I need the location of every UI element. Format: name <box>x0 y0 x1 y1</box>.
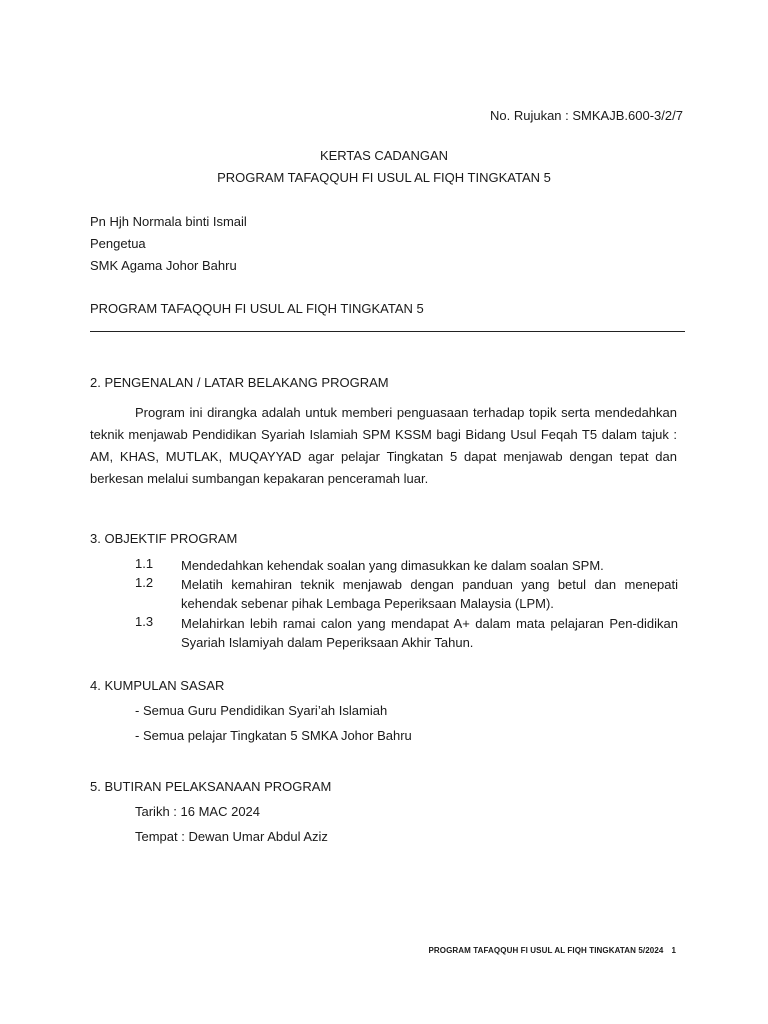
page-footer <box>428 946 676 956</box>
objective-item <box>135 575 678 613</box>
page-number: 1 <box>671 946 676 955</box>
section-heading-target-group: 4. KUMPULAN SASAR <box>90 678 225 693</box>
footer-text: PROGRAM TAFAQQUH FI USUL AL FIQH TINGKATAN 5/2024 <box>428 946 664 955</box>
objective-item <box>135 614 678 652</box>
target-group-item: - Semua pelajar Tingkatan 5 SMKA Johor Bahru <box>135 728 412 743</box>
document-title: KERTAS CADANGAN <box>319 148 449 163</box>
objective-number: 1.1 <box>135 556 154 571</box>
objective-item <box>135 556 678 575</box>
recipient-school: SMK Agama Johor Bahru <box>90 258 237 273</box>
subject-underline <box>90 331 685 332</box>
program-date: Tarikh : 16 MAC 2024 <box>135 804 261 819</box>
objective-text: Mendedahkan kehendak soalan yang dimasukkan ke dalam soalan SPM. <box>181 558 604 573</box>
objective-number: 1.2 <box>135 575 154 590</box>
program-venue: Tempat : Dewan Umar Abdul Aziz <box>135 829 328 844</box>
subject-line: PROGRAM TAFAQQUH FI USUL AL FIQH TINGKATAN 5 <box>90 301 424 316</box>
objective-text: Melatih kemahiran teknik menjawab dengan panduan yang betul dan menepati kehendak sebenar pihak Lembaga Peperiksaan Malaysia (LPM). <box>181 577 678 611</box>
recipient-position: Pengetua <box>90 236 146 251</box>
section-heading-objectives: 3. OBJEKTIF PROGRAM <box>90 531 238 546</box>
recipient-name: Pn Hjh Normala binti Ismail <box>90 214 247 229</box>
document-subtitle: PROGRAM TAFAQQUH FI USUL AL FIQH TINGKATAN 5 <box>217 170 551 185</box>
reference-number: No. Rujukan : SMKAJB.600-3/2/7 <box>490 108 683 123</box>
objective-number: 1.3 <box>135 614 154 629</box>
section-heading-introduction: 2. PENGENALAN / LATAR BELAKANG PROGRAM <box>90 375 389 390</box>
introduction-paragraph: Program ini dirangka adalah untuk memberi penguasaan terhadap topik serta mendedahkan teknik menjawab Pendidikan Syariah Islamiah SPM KSSM bagi Bidang Usul Feqah T5 dalam tajuk : AM, KHAS, MUTLAK, MUQAYYAD agar pelajar Tingkatan 5 dapat menjawab dengan tepat dan berkesan melalui sumbangan kepakaran penceramah luar. <box>90 405 677 486</box>
section-heading-program-details: 5. BUTIRAN PELAKSANAAN PROGRAM <box>90 779 332 794</box>
objective-text: Melahirkan lebih ramai calon yang mendapat A+ dalam mata pelajaran Pen-didikan Syariah Islamiyah dalam Peperiksaan Akhir Tahun. <box>181 616 678 650</box>
target-group-item: - Semua Guru Pendidikan Syari’ah Islamiah <box>135 703 388 718</box>
